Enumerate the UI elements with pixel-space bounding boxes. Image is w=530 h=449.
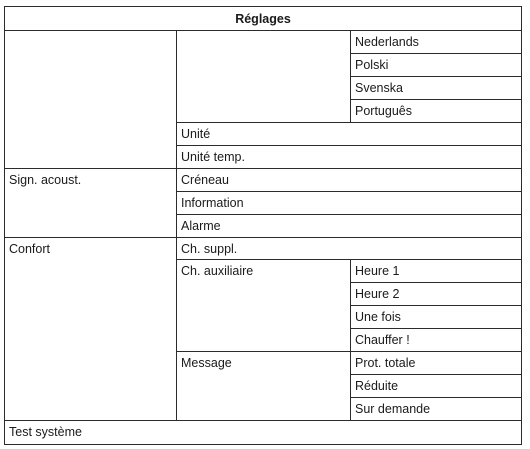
cell-chauffer: Chauffer !: [351, 329, 521, 352]
cell-information: Information: [177, 192, 521, 215]
cell-nederlands: Nederlands: [351, 31, 521, 54]
cell-ch-suppl: Ch. suppl.: [177, 238, 521, 261]
cell-heure-1: Heure 1: [351, 260, 521, 283]
settings-table: [4, 6, 522, 445]
table-title: Réglages: [5, 7, 521, 31]
cell-unite: Unité: [177, 123, 521, 146]
cell-heure-2: Heure 2: [351, 283, 521, 306]
cell-unite-temp: Unité temp.: [177, 146, 521, 169]
cell-ch-auxiliaire: Ch. auxiliaire: [177, 260, 351, 352]
cell-sur-demande: Sur demande: [351, 398, 521, 421]
empty-cell: [177, 31, 351, 123]
empty-cell: [5, 31, 177, 169]
cell-une-fois: Une fois: [351, 306, 521, 329]
cell-message: Message: [177, 352, 351, 421]
cell-alarme: Alarme: [177, 215, 521, 238]
cell-creneau: Créneau: [177, 169, 521, 192]
row-label-confort: Confort: [5, 238, 177, 422]
cell-svenska: Svenska: [351, 77, 521, 100]
row-label-test-systeme: Test système: [9, 425, 82, 440]
cell-polski: Polski: [351, 54, 521, 77]
cell-prot-totale: Prot. totale: [351, 352, 521, 375]
cell-reduite: Réduite: [351, 375, 521, 398]
cell-portugues: Português: [351, 100, 521, 123]
row-label-sign-acoust: Sign. acoust.: [5, 169, 177, 238]
